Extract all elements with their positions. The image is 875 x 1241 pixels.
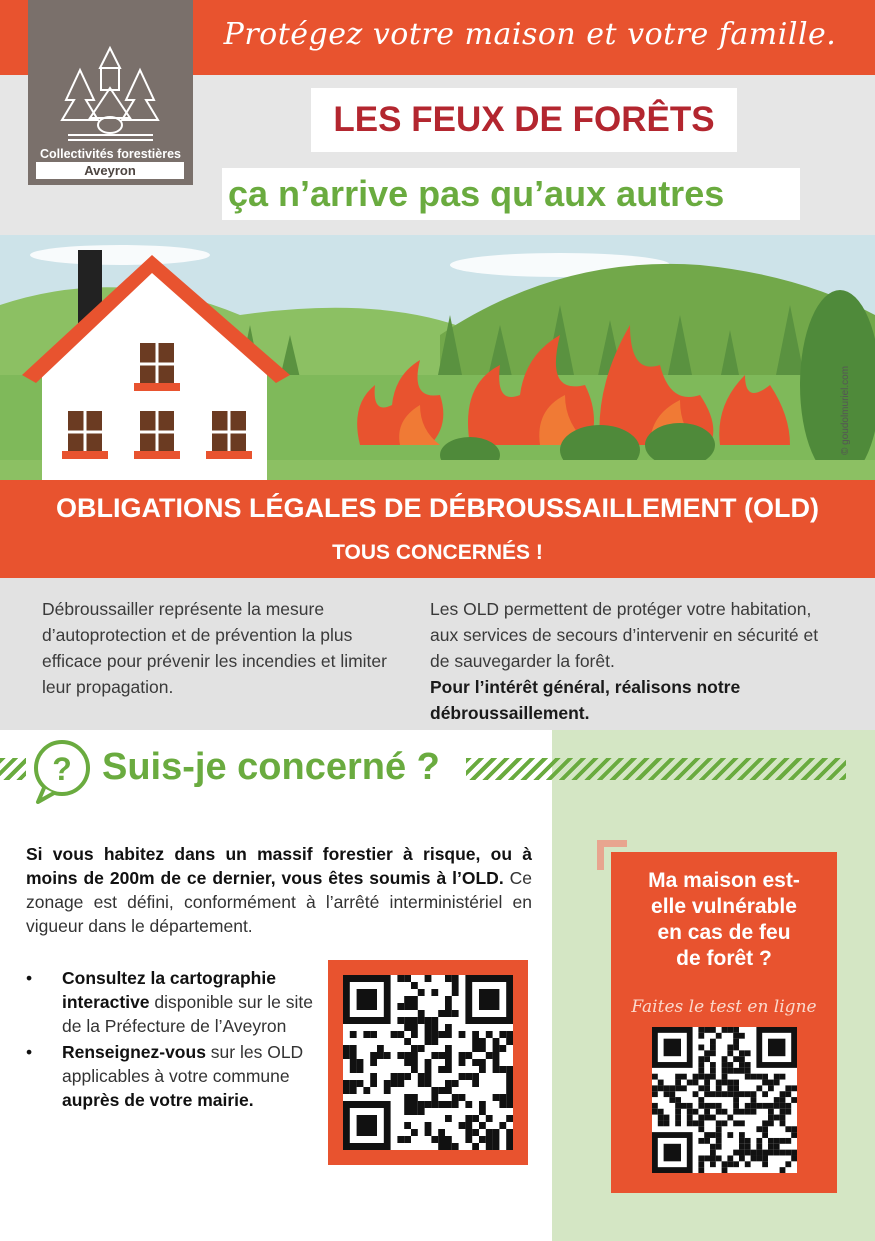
list-item: • Renseignez-vous sur les OLD applicables à votre commune auprès de votre mairie. [26, 1040, 326, 1112]
svg-text:?: ? [52, 751, 72, 787]
card-question: Ma maison est- elle vulnérable en cas de feu de forêt ? [648, 869, 800, 970]
list-item: • Consultez la cartographie interactive disponible sur le site de la Préfecture de l’Aveyron [26, 966, 326, 1038]
old-subtitle: TOUS CONCERNÉS ! [332, 541, 543, 564]
old-title: OBLIGATIONS LÉGALES DE DÉBROUSSAILLEMENT (OLD) [55, 493, 819, 523]
logo-name: Collectivités forestières [39, 147, 182, 161]
action-list [26, 966, 326, 1114]
qr-code-icon [343, 975, 513, 1150]
question-bubble-icon [30, 738, 94, 804]
concerned-paragraph [26, 842, 532, 938]
logo-region: Aveyron [36, 162, 184, 179]
qr-code-map[interactable] [343, 975, 513, 1150]
concerned-text: Ce zonage est défini, conformément à l’arrêté interministériel en vigueur dans le département. [26, 868, 533, 936]
hatch-divider-right [466, 758, 846, 780]
info-right-bold: Pour l’intérêt général, réalisons notre débroussaillement. [430, 677, 741, 723]
main-title: LES FEUX DE FORÊTS [311, 88, 737, 152]
main-subtitle: ça n’arrive pas qu’aux autres [222, 168, 800, 220]
info-right-text: Les OLD permettent de protéger votre habitation, aux services de secours d’intervenir en sécurité et de sauvegarder la forêt. [430, 599, 819, 671]
qr-code-test[interactable] [652, 1027, 797, 1173]
logo-forest-icon [28, 0, 193, 150]
online-test-label: Faites le test en ligne [631, 997, 817, 1017]
hatch-divider-left [0, 758, 26, 780]
qr-code-icon [652, 1027, 797, 1173]
info-left-text: Débroussailler représente la mesure d’autoprotection et de prévention la plus efficace pour prévenir les incendies et limiter leur propagation. [42, 599, 387, 697]
illustration-credit: © goudolmuriel.com [840, 365, 851, 455]
tagline: Protégez votre maison et votre famille. [223, 17, 837, 52]
fire-house-illustration [0, 235, 875, 480]
concerned-bold-intro: Si vous habitez dans un massif forestier à risque, ou à moins de 200m de ce dernier, vous êtes soumis à l’OLD. [26, 844, 532, 888]
concerned-heading: Suis-je concerné ? [102, 746, 440, 788]
info-right [430, 596, 840, 726]
